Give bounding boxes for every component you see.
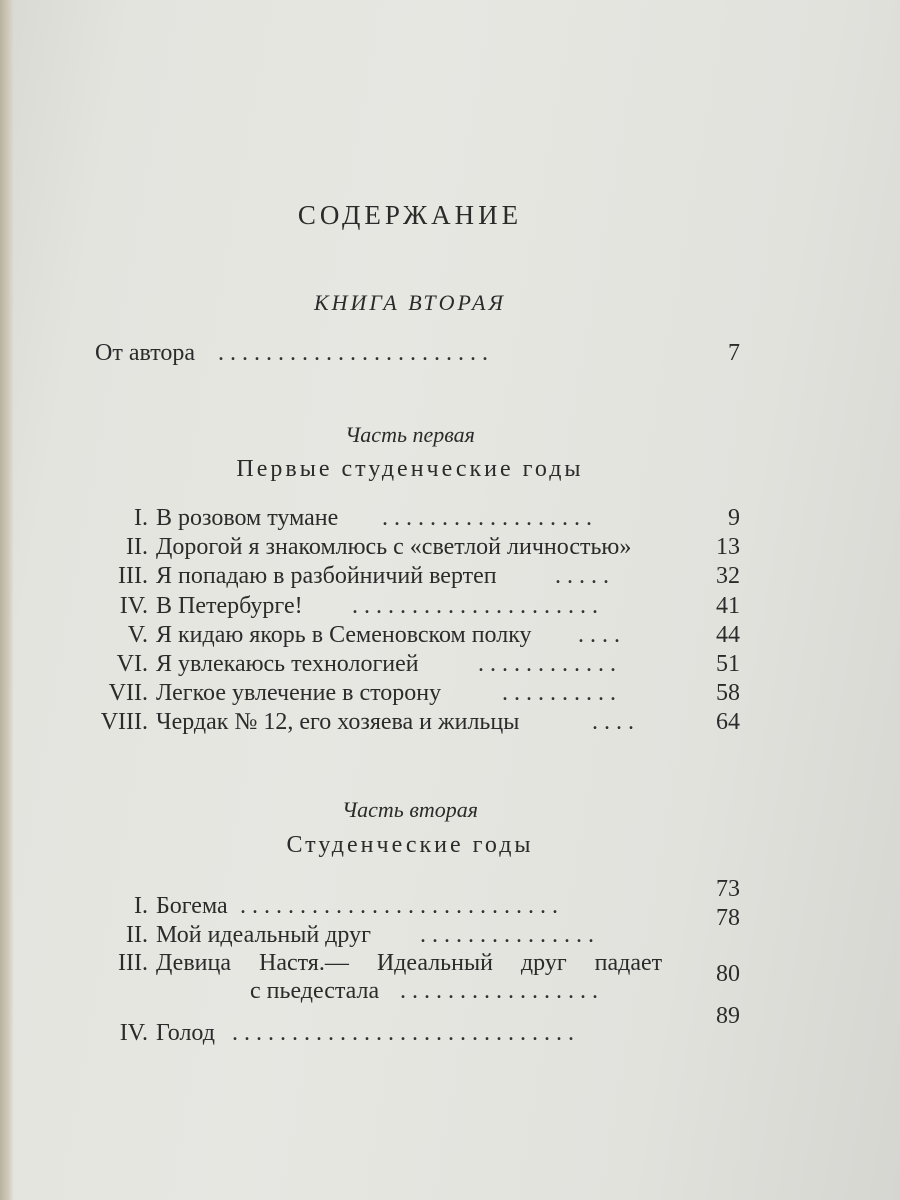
toc-entry[interactable] xyxy=(0,593,760,623)
leader-dots: . . . . . . . . . . . . . . . . . . . . . xyxy=(352,593,598,619)
entry-page: 51 xyxy=(716,651,740,677)
chapter-number: VIII. xyxy=(100,709,148,735)
entry-title: Я кидаю якорь в Семеновском полку xyxy=(156,622,532,648)
entry-page: 7 xyxy=(728,340,740,366)
entry-title: Чердак № 12, его хозяева и жильцы xyxy=(156,709,520,735)
entry-page: 32 xyxy=(716,563,740,589)
chapter-number: III. xyxy=(118,563,148,589)
toc-entry[interactable] xyxy=(0,651,760,681)
entry-page: 13 xyxy=(716,534,740,560)
part1-label: Часть первая xyxy=(345,422,475,447)
chapter-number: IV. xyxy=(119,1020,148,1046)
chapter-number: II. xyxy=(126,922,148,948)
leader-dots: . . . . . . . . . . . . . . . . . . xyxy=(382,505,592,531)
leader-dots: . . . . xyxy=(578,622,620,648)
part2-label: Часть вторая xyxy=(342,797,478,822)
toc-entry[interactable] xyxy=(0,622,760,652)
entry-title: Легкое увлечение в сторону xyxy=(156,680,442,706)
chapter-number: I. xyxy=(134,505,148,531)
entry-title: Дорогой я знакомлюсь с «светлой личностью» xyxy=(156,534,632,560)
toc-entry[interactable] xyxy=(0,1003,760,1050)
toc-entry-preface[interactable] xyxy=(0,340,760,370)
toc-entry[interactable] xyxy=(0,505,760,535)
leader-dots: . . . . . . . . . . . . . . . . . . . . . . . . . . . . . xyxy=(232,1020,574,1046)
chapter-number: I. xyxy=(134,893,148,919)
leader-dots: . . . . . . . . . . . . . . . . . . . . . . . xyxy=(218,340,488,366)
leader-dots: . . . . . xyxy=(555,563,609,589)
leader-dots: . . . . xyxy=(592,709,634,735)
leader-dots: . . . . . . . . . . . . . . . xyxy=(420,922,594,948)
chapter-number: VI. xyxy=(116,651,148,677)
book-heading: КНИГА ВТОРАЯ xyxy=(314,290,506,315)
entry-title-continued: с пьедестала xyxy=(250,978,380,1004)
leader-dots: . . . . . . . . . . . . . . . . . . . . . . . . . . . xyxy=(240,893,558,919)
entry-page: 80 xyxy=(716,961,740,987)
part1-name: Первые студенческие годы xyxy=(236,456,584,482)
leader-dots: . . . . . . . . . . . . . . . . . xyxy=(400,978,598,1004)
chapter-number: V. xyxy=(127,622,148,648)
toc-entry[interactable] xyxy=(0,563,760,593)
toc-entry[interactable] xyxy=(0,950,760,980)
entry-page: 64 xyxy=(716,709,740,735)
entry-title: Голод xyxy=(156,1020,215,1046)
toc-entry[interactable] xyxy=(0,534,760,564)
entry-title: Мой идеальный друг xyxy=(156,922,371,948)
leader-dots: . . . . . . . . . . xyxy=(502,680,616,706)
entry-page: 44 xyxy=(716,622,740,648)
entry-title: В розовом тумане xyxy=(156,505,339,531)
entry-title: В Петербурге! xyxy=(156,593,303,619)
entry-page: 89 xyxy=(716,1003,740,1029)
chapter-number: II. xyxy=(126,534,148,560)
page-title: СОДЕРЖАНИЕ xyxy=(297,200,523,230)
chapter-number: VII. xyxy=(108,680,148,706)
toc-entry[interactable] xyxy=(0,680,760,710)
toc-entry[interactable] xyxy=(0,876,760,923)
entry-title: От автора xyxy=(95,340,196,366)
entry-title: Я увлекаюсь технологией xyxy=(156,651,419,677)
entry-title: Я попадаю в разбойничий вертеп xyxy=(156,563,497,589)
entry-title: Девица Настя.— Идеальный друг падает xyxy=(156,950,663,976)
entry-page: 78 xyxy=(716,905,740,931)
entry-page: 58 xyxy=(716,680,740,706)
chapter-number: IV. xyxy=(119,593,148,619)
entry-page: 73 xyxy=(716,876,740,902)
part2-name: Студенческие годы xyxy=(286,832,534,858)
chapter-number: III. xyxy=(118,950,148,976)
entry-page: 9 xyxy=(728,505,740,531)
entry-page: 41 xyxy=(716,593,740,619)
leader-dots: . . . . . . . . . . . . xyxy=(478,651,616,677)
entry-title: Богема xyxy=(156,893,228,919)
toc-entry[interactable] xyxy=(0,709,760,739)
